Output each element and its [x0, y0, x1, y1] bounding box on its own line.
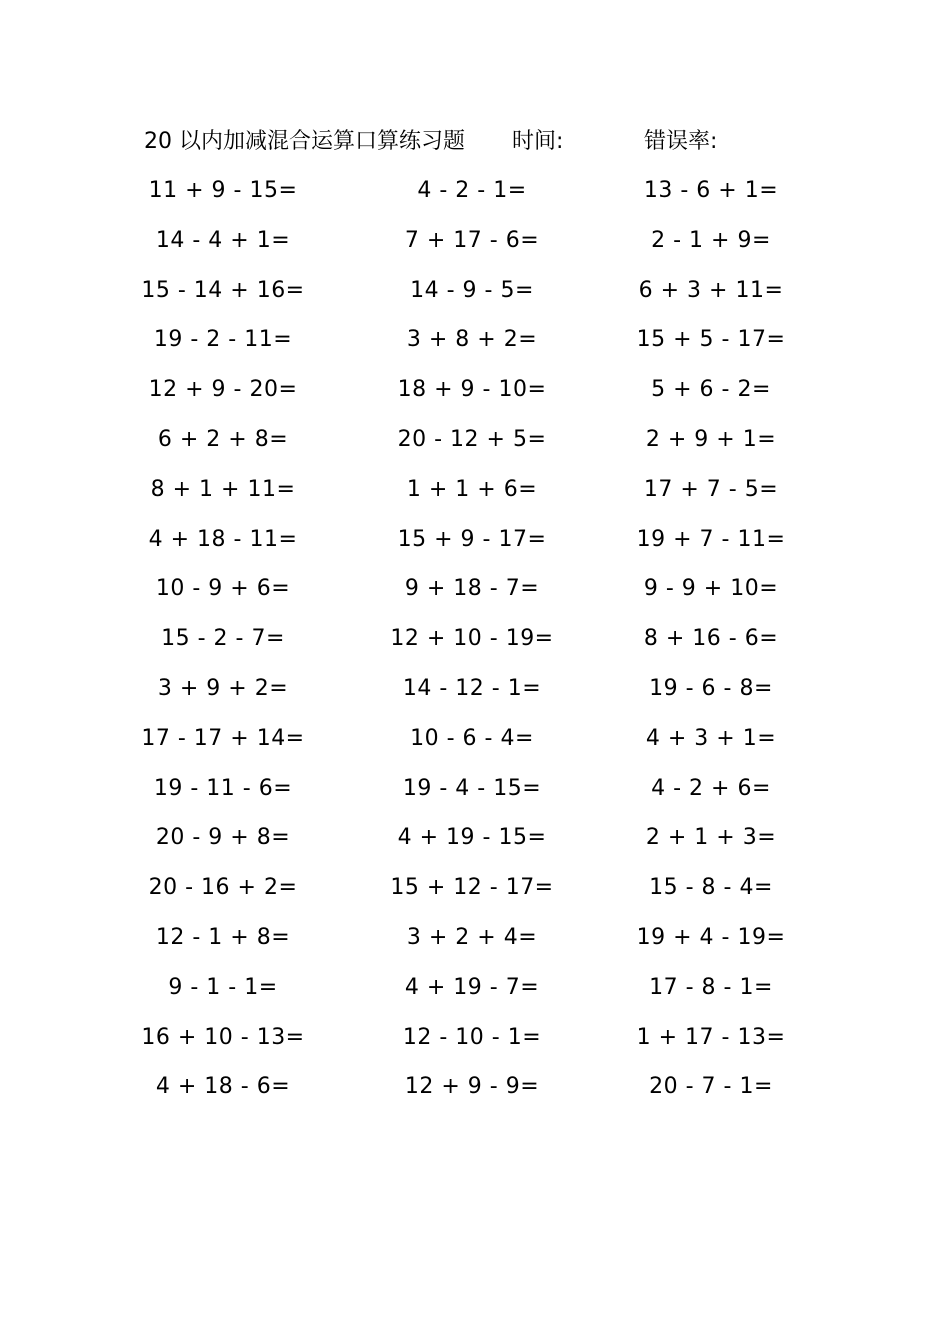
problem-row	[0, 1062, 950, 1112]
problem-row	[0, 216, 950, 266]
problem-row	[0, 1013, 950, 1063]
arithmetic-problem: 15 + 12 - 17=	[390, 875, 554, 901]
arithmetic-problem: 19 - 2 - 11=	[153, 327, 293, 353]
arithmetic-problem: 19 - 6 - 8=	[649, 675, 773, 701]
arithmetic-problem: 17 - 17 + 14=	[141, 725, 305, 751]
problem-grid	[0, 166, 950, 1112]
arithmetic-problem: 5 + 6 - 2=	[651, 377, 771, 403]
arithmetic-problem: 9 - 9 + 10=	[643, 576, 779, 602]
arithmetic-problem: 4 - 2 - 1=	[417, 178, 527, 203]
arithmetic-problem: 12 + 9 - 9=	[404, 1074, 540, 1100]
arithmetic-problem: 19 - 11 - 6=	[153, 775, 293, 801]
arithmetic-problem: 1 + 1 + 6=	[406, 476, 538, 502]
arithmetic-problem: 20 - 12 + 5=	[397, 426, 547, 452]
arithmetic-problem: 18 + 9 - 10=	[397, 377, 547, 403]
arithmetic-problem: 19 + 4 - 19=	[636, 924, 786, 950]
arithmetic-problem: 4 + 19 - 15=	[397, 825, 547, 851]
arithmetic-problem: 14 - 9 - 5=	[410, 277, 534, 303]
arithmetic-problem: 9 - 1 - 1=	[168, 974, 278, 1000]
arithmetic-problem: 7 + 17 - 6=	[404, 227, 540, 253]
problem-row	[0, 266, 950, 316]
arithmetic-problem: 15 + 5 - 17=	[636, 327, 786, 353]
arithmetic-problem: 3 + 2 + 4=	[406, 924, 538, 950]
arithmetic-problem: 17 - 8 - 1=	[649, 974, 773, 1000]
arithmetic-problem: 19 + 7 - 11=	[636, 526, 786, 552]
arithmetic-problem: 14 - 12 - 1=	[402, 675, 542, 701]
arithmetic-problem: 16 + 10 - 13=	[141, 1024, 305, 1050]
problem-row	[0, 166, 950, 216]
arithmetic-problem: 6 + 3 + 11=	[638, 277, 784, 303]
arithmetic-problem: 12 - 1 + 8=	[155, 924, 291, 950]
arithmetic-problem: 12 + 10 - 19=	[390, 626, 554, 652]
arithmetic-problem: 17 + 7 - 5=	[643, 476, 779, 502]
problem-row	[0, 714, 950, 764]
arithmetic-problem: 15 - 2 - 7=	[161, 626, 285, 652]
arithmetic-problem: 2 + 9 + 1=	[645, 426, 777, 452]
arithmetic-problem: 11 + 9 - 15=	[148, 178, 298, 203]
arithmetic-problem: 4 + 18 - 6=	[155, 1074, 291, 1100]
arithmetic-problem: 15 - 8 - 4=	[649, 875, 773, 901]
arithmetic-problem: 4 - 2 + 6=	[651, 775, 771, 801]
problem-row	[0, 465, 950, 515]
problem-row	[0, 863, 950, 913]
arithmetic-problem: 3 + 9 + 2=	[157, 675, 289, 701]
arithmetic-problem: 1 + 17 - 13=	[636, 1024, 786, 1050]
arithmetic-problem: 6 + 2 + 8=	[157, 426, 289, 452]
arithmetic-problem: 4 + 19 - 7=	[404, 974, 540, 1000]
problem-row	[0, 764, 950, 814]
problem-row	[0, 913, 950, 963]
arithmetic-problem: 20 - 7 - 1=	[649, 1074, 773, 1100]
arithmetic-problem: 13 - 6 + 1=	[643, 178, 779, 203]
problem-row	[0, 813, 950, 863]
arithmetic-problem: 2 + 1 + 3=	[645, 825, 777, 851]
problem-row	[0, 664, 950, 714]
arithmetic-problem: 15 + 9 - 17=	[397, 526, 547, 552]
arithmetic-problem: 9 + 18 - 7=	[404, 576, 540, 602]
arithmetic-problem: 15 - 14 + 16=	[141, 277, 305, 303]
arithmetic-problem: 19 - 4 - 15=	[402, 775, 542, 801]
problem-row	[0, 515, 950, 565]
error-rate-label: 错误率:	[644, 129, 718, 154]
arithmetic-problem: 20 - 9 + 8=	[155, 825, 291, 851]
problem-row	[0, 315, 950, 365]
problem-row	[0, 365, 950, 415]
arithmetic-problem: 20 - 16 + 2=	[148, 875, 298, 901]
arithmetic-problem: 10 - 6 - 4=	[410, 725, 534, 751]
arithmetic-problem: 8 + 1 + 11=	[150, 476, 296, 502]
worksheet-title: 20 以内加减混合运算口算练习题	[144, 129, 465, 154]
problem-row	[0, 564, 950, 614]
arithmetic-problem: 2 - 1 + 9=	[651, 227, 771, 253]
arithmetic-problem: 4 + 3 + 1=	[645, 725, 777, 751]
arithmetic-problem: 14 - 4 + 1=	[155, 227, 291, 253]
worksheet-header	[144, 124, 804, 160]
problem-row	[0, 614, 950, 664]
time-label: 时间:	[512, 129, 564, 154]
arithmetic-problem: 4 + 18 - 11=	[148, 526, 298, 552]
arithmetic-problem: 12 + 9 - 20=	[148, 377, 298, 403]
problem-row	[0, 415, 950, 465]
problem-row	[0, 963, 950, 1013]
arithmetic-problem: 12 - 10 - 1=	[402, 1024, 542, 1050]
arithmetic-problem: 8 + 16 - 6=	[643, 626, 779, 652]
arithmetic-problem: 10 - 9 + 6=	[155, 576, 291, 602]
arithmetic-problem: 3 + 8 + 2=	[406, 327, 538, 353]
